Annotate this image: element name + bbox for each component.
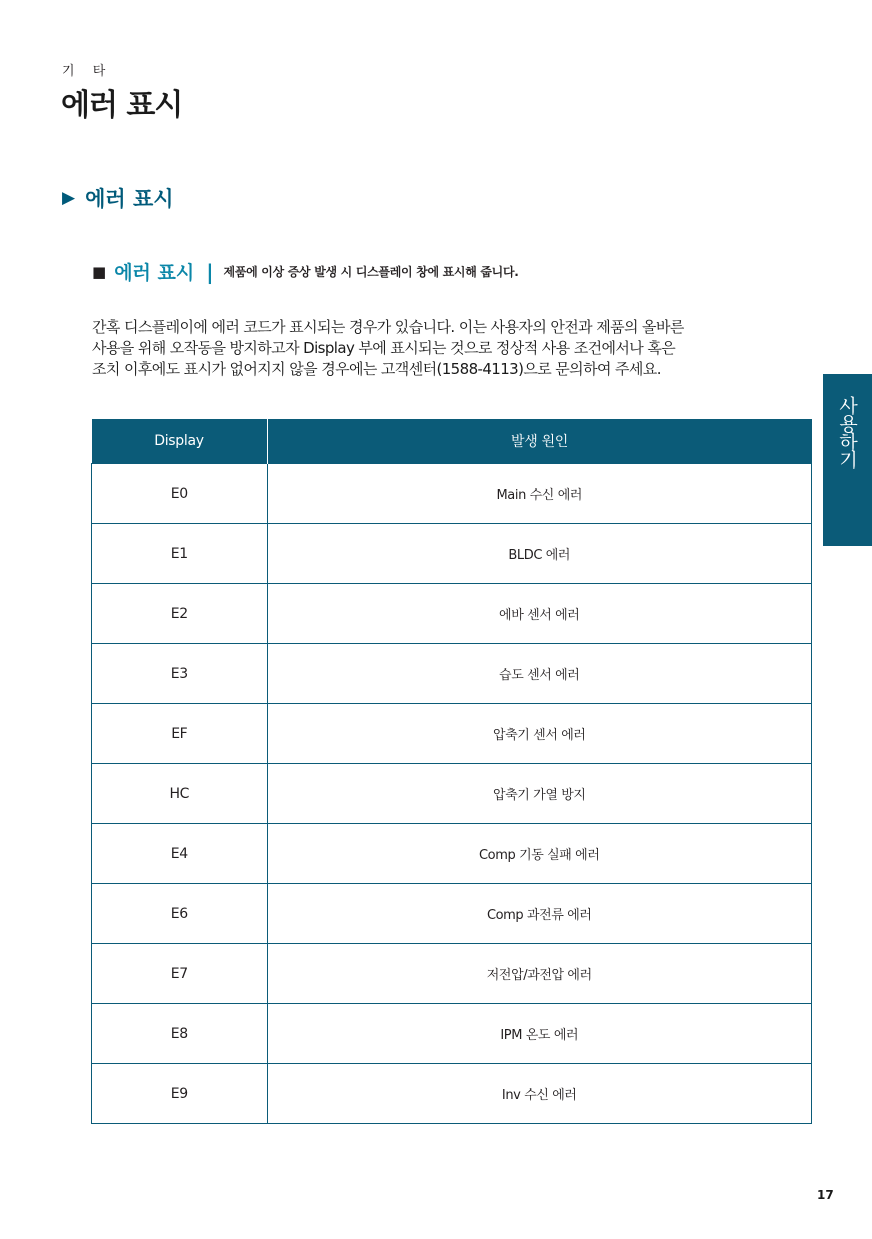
table-row [92, 884, 812, 944]
error-code-table [91, 419, 812, 1124]
error-code-cell: E7 [92, 944, 268, 1004]
error-code-cell: E8 [92, 1004, 268, 1064]
intro-line: 사용을 위해 오작동을 방지하고자 Display 부에 표시되는 것으로 정상적 사용 조건에서나 혹은 [92, 339, 676, 357]
error-cause-cell: IPM 온도 에러 [267, 1004, 812, 1064]
section-label: 기 타 [62, 64, 113, 79]
error-cause-cell: 습도 센서 에러 [267, 644, 812, 704]
column-header-display: Display [92, 419, 268, 464]
error-cause-cell: Comp 기동 실패 에러 [267, 824, 812, 884]
section-heading-text: 에러 표시 [85, 187, 174, 211]
table-row [92, 524, 812, 584]
error-code-cell: E9 [92, 1064, 268, 1124]
error-cause-cell: 압축기 가열 방지 [267, 764, 812, 824]
subsection-separator: | [206, 259, 214, 284]
square-bullet-icon: ■ [92, 262, 107, 281]
intro-line: 조치 이후에도 표시가 없어지지 않을 경우에는 고객센터(1588-4113)으로 문의하여 주세요. [92, 360, 661, 378]
error-cause-cell: Comp 과전류 에러 [267, 884, 812, 944]
error-code-cell: E2 [92, 584, 268, 644]
table-row [92, 1004, 812, 1064]
table-row [92, 584, 812, 644]
intro-paragraph [92, 317, 832, 380]
table-row [92, 764, 812, 824]
table-row [92, 464, 812, 524]
side-chapter-tab [823, 374, 872, 546]
error-cause-cell: Main 수신 에러 [267, 464, 812, 524]
subsection-description: 제품에 이상 증상 발생 시 디스플레이 창에 표시해 줍니다. [223, 265, 519, 279]
error-code-cell: HC [92, 764, 268, 824]
error-code-cell: E1 [92, 524, 268, 584]
page-title: 에러 표시 [61, 88, 183, 123]
error-code-cell: E6 [92, 884, 268, 944]
table-row [92, 644, 812, 704]
table-header-row [92, 419, 812, 464]
page-number: 17 [817, 1188, 834, 1202]
error-cause-cell: Inv 수신 에러 [267, 1064, 812, 1124]
column-header-cause: 발생 원인 [267, 419, 812, 464]
section-heading [62, 183, 174, 213]
subsection-label: 에러 표시 [114, 262, 195, 284]
error-code-cell: E0 [92, 464, 268, 524]
error-cause-cell: 에바 센서 에러 [267, 584, 812, 644]
error-code-cell: E3 [92, 644, 268, 704]
table-row [92, 824, 812, 884]
side-chapter-tab-label: 사용하기 [836, 396, 858, 468]
intro-line: 간혹 디스플레이에 에러 코드가 표시되는 경우가 있습니다. 이는 사용자의 안전과 제품의 올바른 [92, 318, 684, 336]
error-cause-cell: 압축기 센서 에러 [267, 704, 812, 764]
triangle-bullet-icon: ▶ [62, 188, 76, 208]
table-row [92, 1064, 812, 1124]
table-row [92, 704, 812, 764]
error-cause-cell: 저전압/과전압 에러 [267, 944, 812, 1004]
error-code-cell: E4 [92, 824, 268, 884]
error-code-cell: EF [92, 704, 268, 764]
error-cause-cell: BLDC 에러 [267, 524, 812, 584]
subsection-heading [92, 258, 519, 285]
table-row [92, 944, 812, 1004]
